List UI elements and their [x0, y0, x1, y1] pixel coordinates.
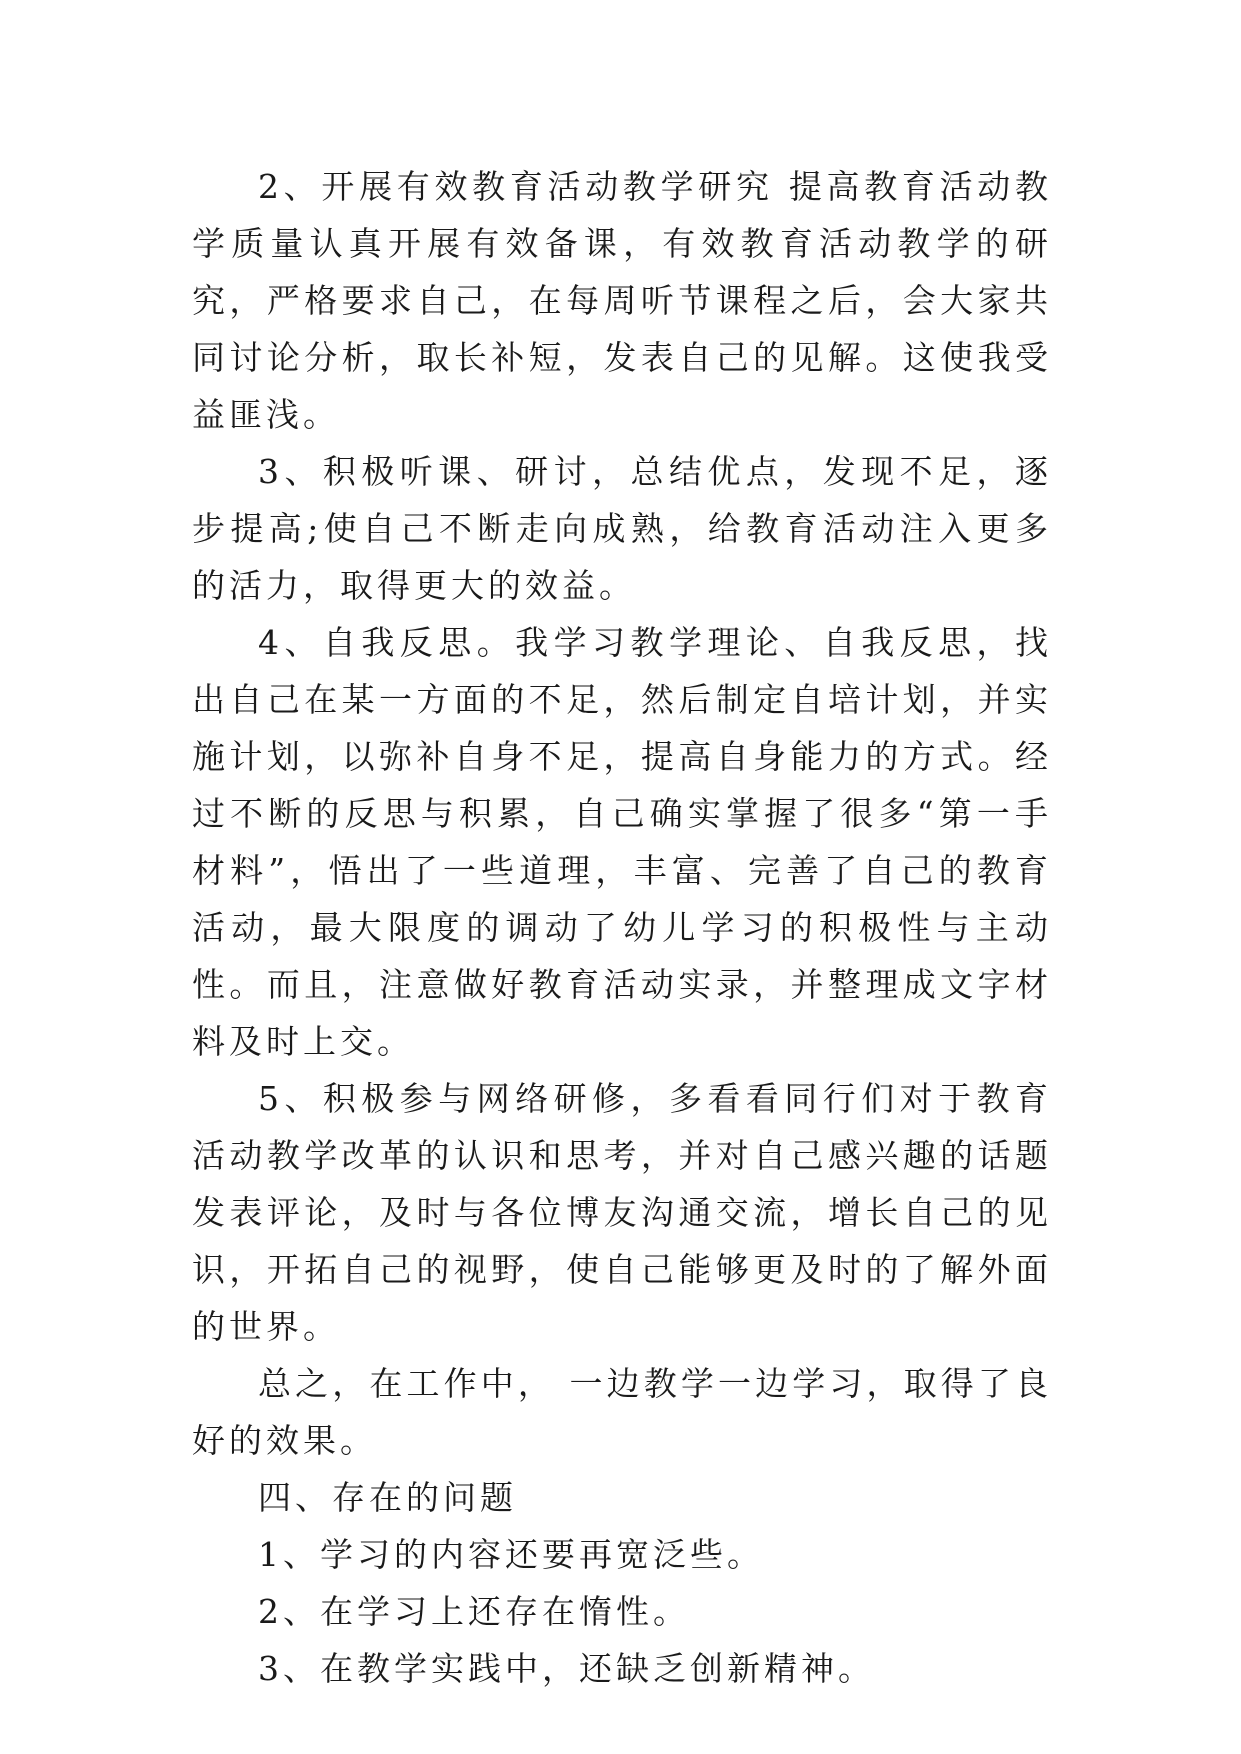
list-item-problem-3: 3、在教学实践中，还缺乏创新精神。: [258, 1649, 875, 1688]
paragraph-research: 2、开展有效教育活动教学研究 提高教育活动教学质量认真开展有效备课，有效教育活动教学的研究，严格要求自己，在每周听节课程之后，会大家共同讨论分析，取长补短，发表自己的见解。这使我受益匪浅。: [192, 167, 1052, 434]
paragraph-online-training: 5、积极参与网络研修，多看看同行们对于教育活动教学改革的认识和思考，并对自己感兴趣的话题发表评论，及时与各位博友沟通交流，增长自己的见识，开拓自己的视野，使自己能够更及时的了解外面的世界。: [192, 1079, 1052, 1346]
paragraph-summary: 总之，在工作中， 一边教学一边学习，取得了良好的效果。: [192, 1364, 1052, 1460]
list-item-problem-2: 2、在学习上还存在惰性。: [258, 1592, 690, 1631]
section-heading-problems: 四、存在的问题: [258, 1478, 517, 1517]
list-item-problem-1: 1、学习的内容还要再宽泛些。: [258, 1535, 764, 1574]
document-body: [192, 158, 1052, 1697]
paragraph-lesson-observation: 3、积极听课、研讨，总结优点，发现不足，逐步提高;使自己不断走向成熟，给教育活动注入更多的活力，取得更大的效益。: [192, 452, 1052, 605]
paragraph-self-reflection: 4、自我反思。我学习教学理论、自我反思，找出自己在某一方面的不足，然后制定自培计划，并实施计划，以弥补自身不足，提高自身能力的方式。经过不断的反思与积累，自己确实掌握了很多“第一手材料”，悟出了一些道理，丰富、完善了自己的教育活动，最大限度的调动了幼儿学习的积极性与主动性。而且，注意做好教育活动实录，并整理成文字材料及时上交。: [192, 623, 1052, 1061]
